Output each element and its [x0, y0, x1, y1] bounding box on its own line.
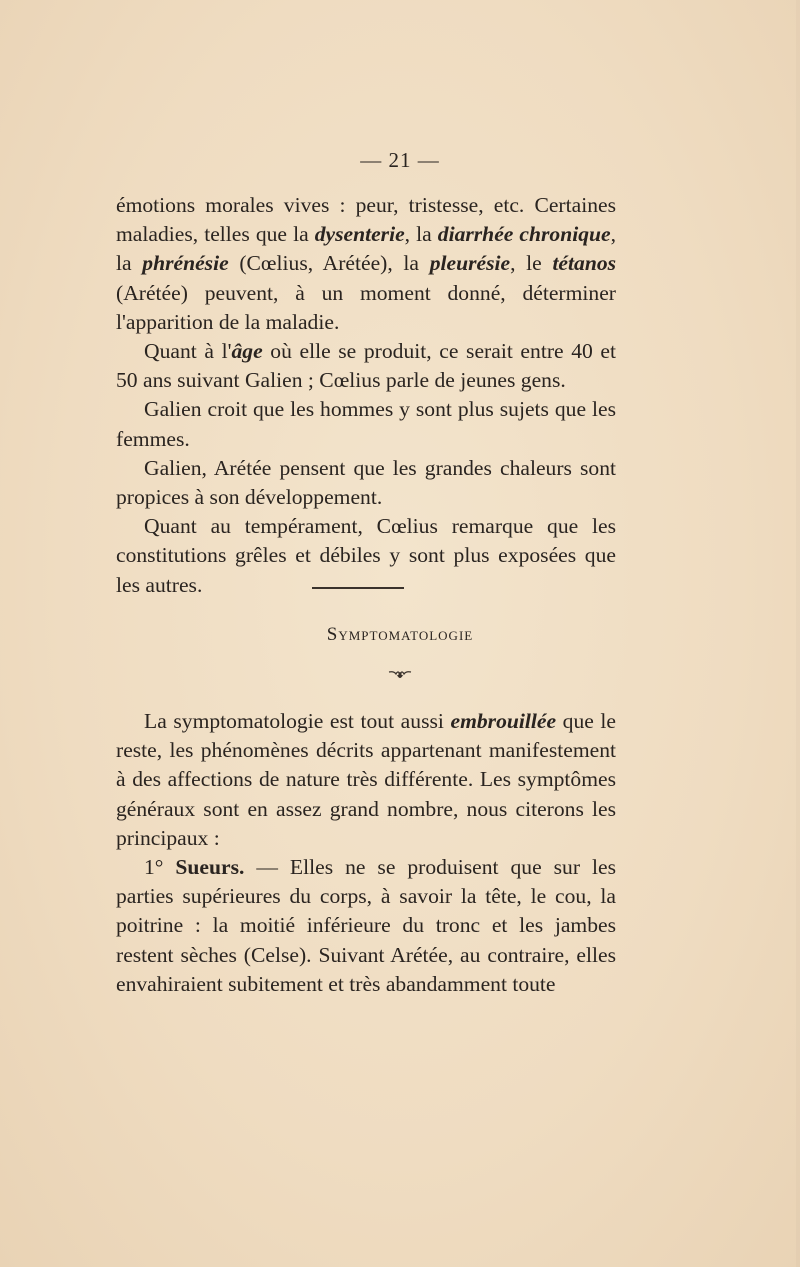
- text-block-bottom: [116, 853, 616, 999]
- fleuron-ornament-icon: [388, 669, 412, 683]
- page-number: — 21 —: [360, 148, 440, 172]
- paragraph: Galien croit que les hommes y sont plus sujets que les femmes.: [116, 397, 616, 451]
- paragraph: La symptomatologie est tout aussi embrouillée que le reste, les phénomènes décrits appartenant manifestement à des affections de nature très différente. Les symptômes généraux sont en assez grand nombre, nous citerons les principaux :: [116, 709, 617, 850]
- section-title: Symptomatologie: [326, 624, 474, 645]
- paragraph: Quant au tempérament, Cœlius remarque que les constitutions grêles et débiles y sont plus exposées que les autres.: [116, 514, 616, 597]
- text-block-top: [116, 191, 616, 600]
- separator-rule: [312, 587, 404, 589]
- paragraph: Quant à l'âge où elle se produit, ce serait entre 40 et 50 ans suivant Galien ; Cœlius parle de jeunes gens.: [116, 339, 617, 393]
- page-edge: [796, 0, 800, 1267]
- paragraph: Galien, Arétée pensent que les grandes chaleurs sont propices à son développement.: [116, 455, 616, 510]
- paragraph: 1° Sueurs. — Elles ne se produisent que sur les parties supérieures du corps, à savoir la tête, le cou, la poitrine : la moitié inférieure du tronc et les jambes restent sèches (Celse). Suivant Arétée, au contraire, elles envahiraient subitement et très abandamment toute: [116, 855, 616, 996]
- paragraph: émotions morales vives : peur, tristesse, etc. Certaines maladies, telles que la dysenterie, la diarrhée chronique, la phrénésie (Cœlius, Arétée), la pleurésie, le tétanos (Arétée) peuvent, à un moment donné, déterminer l'apparition de la maladie.: [116, 193, 617, 334]
- text-block-middle: [116, 707, 616, 853]
